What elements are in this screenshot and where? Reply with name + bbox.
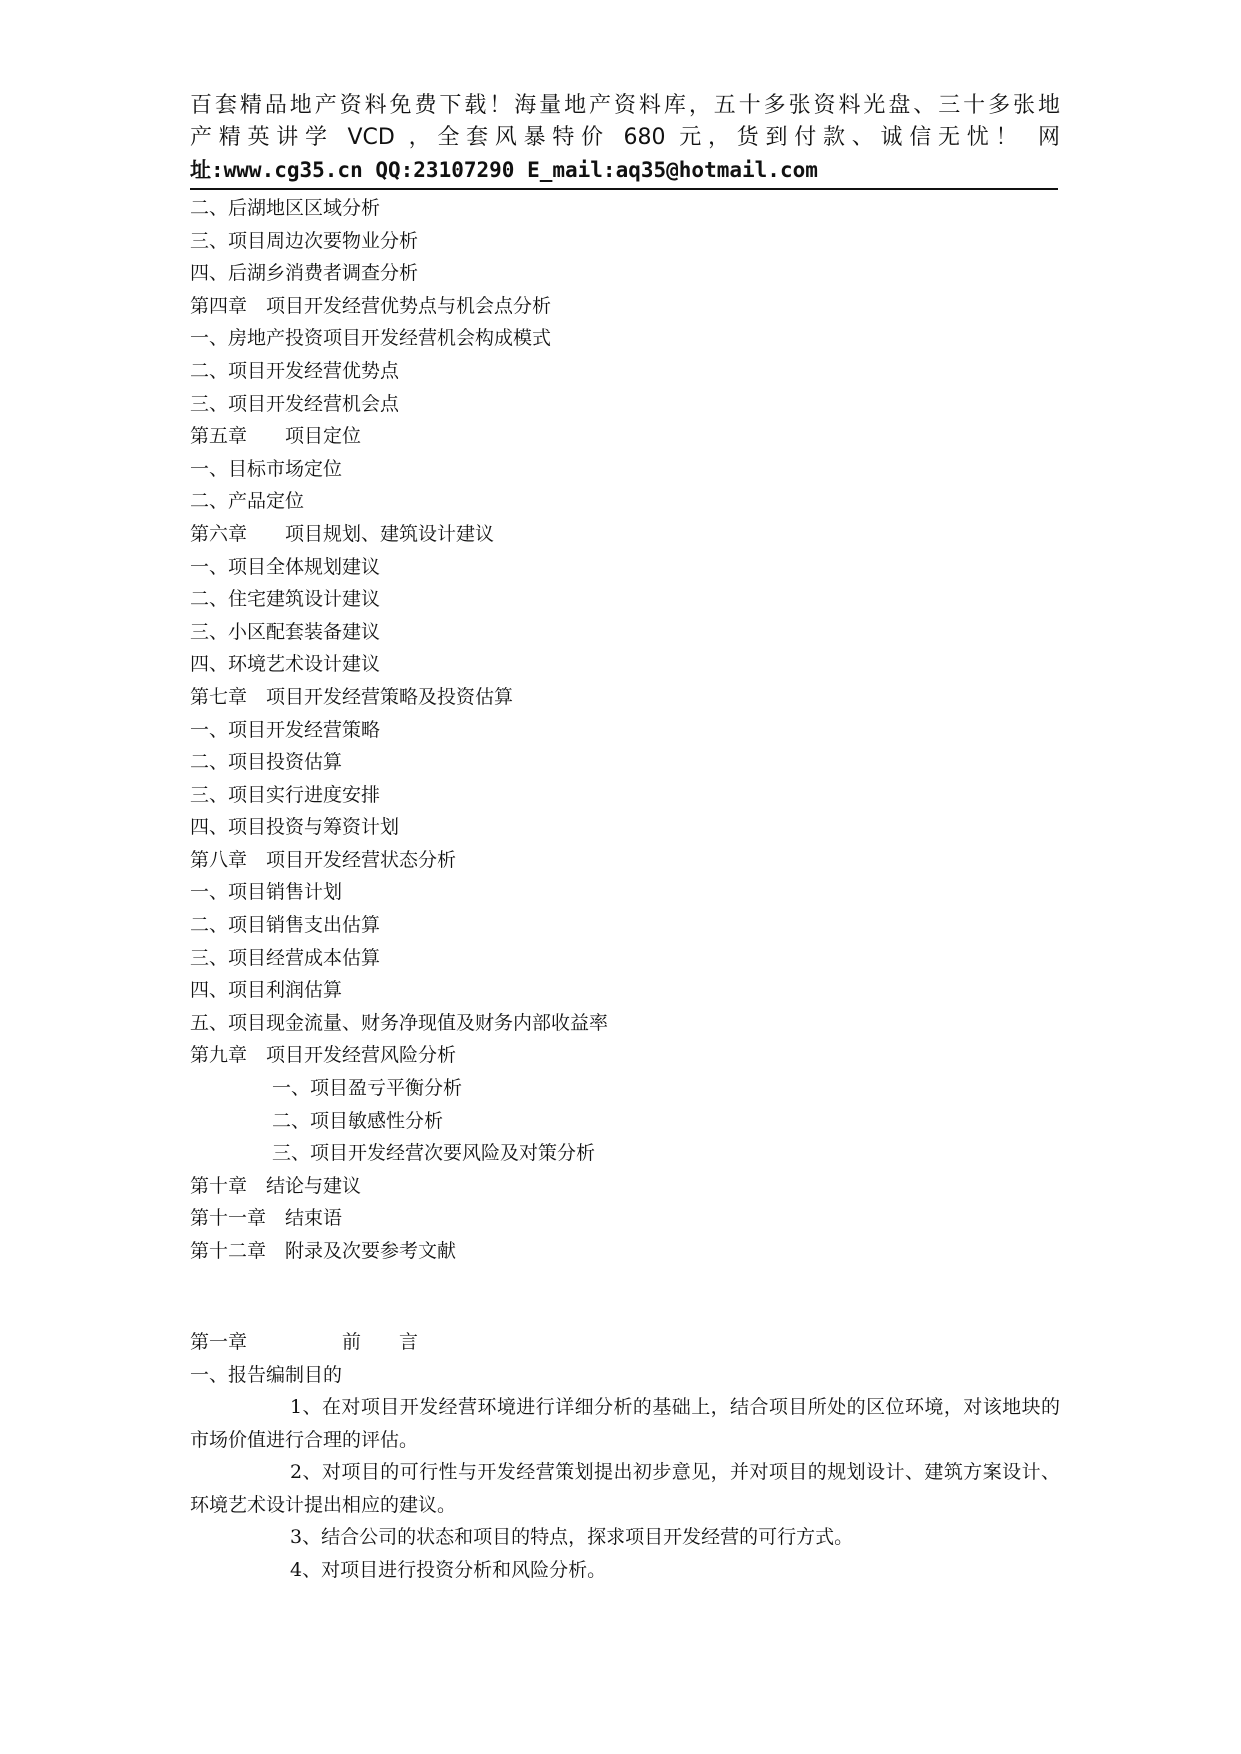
toc-entry: 五、项目现金流量、财务净现值及财务内部收益率 — [190, 1011, 609, 1034]
toc-entry: 第六章 项目规划、建筑设计建议 — [190, 522, 495, 545]
toc-entry: 二、产品定位 — [190, 490, 305, 513]
table-of-contents — [190, 192, 1060, 1268]
toc-entry: 一、目标市场定位 — [190, 457, 343, 480]
page-header — [190, 90, 1060, 186]
header-line-1: 百套精品地产资料免费下载！海量地产资料库，五十多张资料光盘、三十多张地 — [190, 93, 1060, 118]
toc-entry: 第九章 项目开发经营风险分析 — [190, 1044, 457, 1067]
toc-entry: 三、项目开发经营次要风险及对策分析 — [272, 1142, 596, 1165]
paragraph: 3、结合公司的状态和项目的特点，探求项目开发经营的可行方式。 — [290, 1526, 854, 1548]
toc-entry: 三、项目开发经营机会点 — [190, 392, 400, 415]
toc-entry: 三、项目周边次要物业分析 — [190, 229, 419, 252]
toc-entry: 二、项目投资估算 — [190, 751, 343, 774]
toc-entry: 三、项目经营成本估算 — [190, 946, 381, 969]
toc-entry: 三、小区配套装备建议 — [190, 620, 381, 643]
toc-entry: 第十章 结论与建议 — [190, 1174, 362, 1197]
toc-entry: 二、项目销售支出估算 — [190, 914, 381, 937]
toc-entry: 四、项目利润估算 — [190, 979, 343, 1002]
document-body — [190, 1326, 1060, 1586]
toc-entry: 第八章 项目开发经营状态分析 — [190, 848, 457, 871]
section-title: 一、报告编制目的 — [190, 1363, 343, 1386]
toc-entry: 四、环境艺术设计建议 — [190, 653, 381, 676]
toc-entry: 第四章 项目开发经营优势点与机会点分析 — [190, 294, 552, 317]
toc-entry: 一、项目销售计划 — [190, 881, 343, 904]
paragraph: 2、对项目的可行性与开发经营策划提出初步意见，并对项目的规划设计、建筑方案设计、环境艺术设计提出相应的建议。 — [190, 1461, 1060, 1516]
toc-entry: 四、后湖乡消费者调查分析 — [190, 262, 419, 285]
header-line-2: 产精英讲学 VCD ，全套风暴特价 680 元，货到付款、诚信无忧！ 网 — [190, 125, 1060, 150]
toc-entry: 第七章 项目开发经营策略及投资估算 — [190, 685, 514, 708]
chapter-title: 第一章 前 言 — [190, 1331, 419, 1353]
toc-entry: 一、项目开发经营策略 — [190, 718, 381, 741]
toc-entry: 四、项目投资与筹资计划 — [190, 816, 400, 839]
toc-entry: 二、项目开发经营优势点 — [190, 359, 400, 382]
toc-entry: 第五章 项目定位 — [190, 425, 362, 448]
toc-entry: 第十二章 附录及次要参考文献 — [190, 1240, 457, 1262]
toc-entry: 三、项目实行进度安排 — [190, 783, 381, 806]
paragraph: 4、对项目进行投资分析和风险分析。 — [290, 1558, 607, 1581]
toc-entry: 二、项目敏感性分析 — [272, 1109, 444, 1132]
toc-entry: 二、后湖地区区域分析 — [190, 197, 381, 219]
toc-entry: 一、项目全体规划建议 — [190, 555, 381, 578]
toc-entry: 一、房地产投资项目开发经营机会构成模式 — [190, 327, 552, 350]
header-line-3: 址:www.cg35.cn QQ:23107290 E_mail:aq35@hotmail.com — [190, 158, 818, 182]
header-divider — [190, 188, 1058, 190]
toc-entry: 一、项目盈亏平衡分析 — [272, 1077, 463, 1100]
toc-entry: 第十一章 结束语 — [190, 1207, 343, 1230]
paragraph: 1、在对项目开发经营环境进行详细分析的基础上，结合项目所处的区位环境，对该地块的市场价值进行合理的评估。 — [190, 1396, 1060, 1451]
toc-entry: 二、住宅建筑设计建议 — [190, 588, 381, 611]
